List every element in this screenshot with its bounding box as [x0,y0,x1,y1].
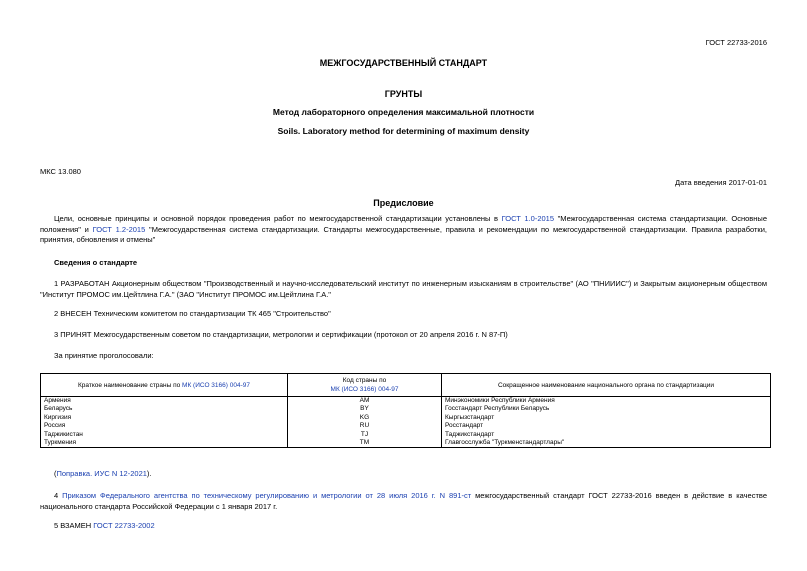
table-row [41,439,771,448]
country-name: Таджикистан [41,431,288,439]
header-code-text: Код страны по [342,377,387,384]
header-country-name [41,374,288,397]
country-name: Беларусь [41,405,288,413]
standards-body: Госстандарт Республики Беларусь [442,405,771,413]
amendment-close-paren: ). [146,469,152,478]
item-2-introduced: 2 ВНЕСЕН Техническим комитетом по стандартизации ТК 465 "Строительство" [54,309,331,318]
info-heading: Сведения о стандарте [54,258,138,267]
amendment-link[interactable]: Поправка. ИУС N 12-2021 [56,469,147,478]
item-5-replaces [40,521,767,532]
country-name: Армения [41,397,288,406]
country-code: RU [288,422,442,430]
amendment-note [40,469,767,480]
item-4-number: 4 [54,491,63,500]
amendment-open-paren: ( [54,469,57,478]
header-standards-body: Сокращенное наименование национального органа по стандартизации [442,374,771,397]
gost-22733-2002-link[interactable]: ГОСТ 22733-2002 [93,521,155,530]
country-code: AM [288,397,442,406]
item-4-text: межгосударственный стандарт ГОСТ 22733-2016 введен в действие в качестве национального стандарта Российской Федерации с 1 января 2017 г. [40,491,767,511]
gost-1-0-link[interactable]: ГОСТ 1.0-2015 [501,214,555,223]
rosstandart-order-link[interactable]: Приказом Федерального агентства по техническому регулированию и метрологии от 28 июля 2016 г. N 891-ст [62,491,472,500]
iso-3166-link[interactable]: МК (ИСО 3166) 004-97 [182,381,250,389]
header-country-code [288,374,442,397]
iso-3166-code-link[interactable]: МК (ИСО 3166) 004-97 [330,386,399,393]
preface-text-a: Цели, основные принципы и основной порядок проведения работ по межгосударственной стандартизации установлены в [54,214,502,223]
countries-table [40,373,771,448]
country-code: KG [288,414,442,422]
item-3-adopted: 3 ПРИНЯТ Межгосударственным советом по стандартизации, метрологии и сертификации (протокол от 20 апреля 2016 г. N 87-П) [54,330,508,339]
item-5-text: 5 ВЗАМЕН [54,521,94,530]
title-english: Soils. Laboratory method for determining of maximum density [277,126,530,136]
table-header-row [41,374,771,397]
item-4-enacted [40,491,767,512]
title-russian: Метод лабораторного определения максимальной плотности [272,107,535,117]
country-name: Россия [41,422,288,430]
introduction-date: Дата введения 2017-01-01 [675,178,767,187]
country-code: BY [288,405,442,413]
preface-text-c: "Межгосударственная система стандартизации. Стандарты межгосударственные, правила и рекомендации по межгосударственной стандартизации. Правила разработки, принятия, обновления и отмены" [40,224,767,244]
preface-paragraph [40,214,767,246]
item-1-developed: 1 РАЗРАБОТАН Акционерным обществом "Производственный и научно-исследовательский институт по инженерным изысканиям в строительстве" (АО "ПНИИИС") и Закрытым акционерным обществом "Институт ПРОМОС им.Цейтлина Г.А." (ЗАО "Институт ПРОМОС им.Цейтлина Г.А." [40,279,767,299]
table-row [41,414,771,422]
gost-1-2-link[interactable]: ГОСТ 1.2-2015 [92,224,146,234]
standards-body: Минэкономики Республики Армения [442,397,771,406]
standards-body: Росстандарт [442,422,771,430]
standard-type-heading: МЕЖГОСУДАРСТВЕННЫЙ СТАНДАРТ [319,58,488,68]
preface-heading: Предисловие [373,198,434,208]
country-name: Киргизия [41,414,288,422]
table-row [41,397,771,406]
country-code: TJ [288,431,442,439]
standards-body: Главгосслужба "Туркменстандартлары" [442,439,771,448]
mks-code: МКС 13.080 [40,167,81,176]
standards-body: Таджикстандарт [442,431,771,439]
document-code: ГОСТ 22733-2016 [705,38,767,47]
country-name: Туркмения [41,439,288,448]
preface-text-b: "Межгосударственная система стандартизации. Основные положения" и [40,214,767,234]
standards-body: Кыргызстандарт [442,414,771,422]
subject-heading: ГРУНТЫ [384,89,423,99]
country-code: TM [288,439,442,448]
table-row [41,431,771,439]
table-row [41,405,771,413]
table-row [41,422,771,430]
header-country-text: Краткое наименование страны по [78,381,183,389]
voted-label: За принятие проголосовали: [54,351,154,360]
